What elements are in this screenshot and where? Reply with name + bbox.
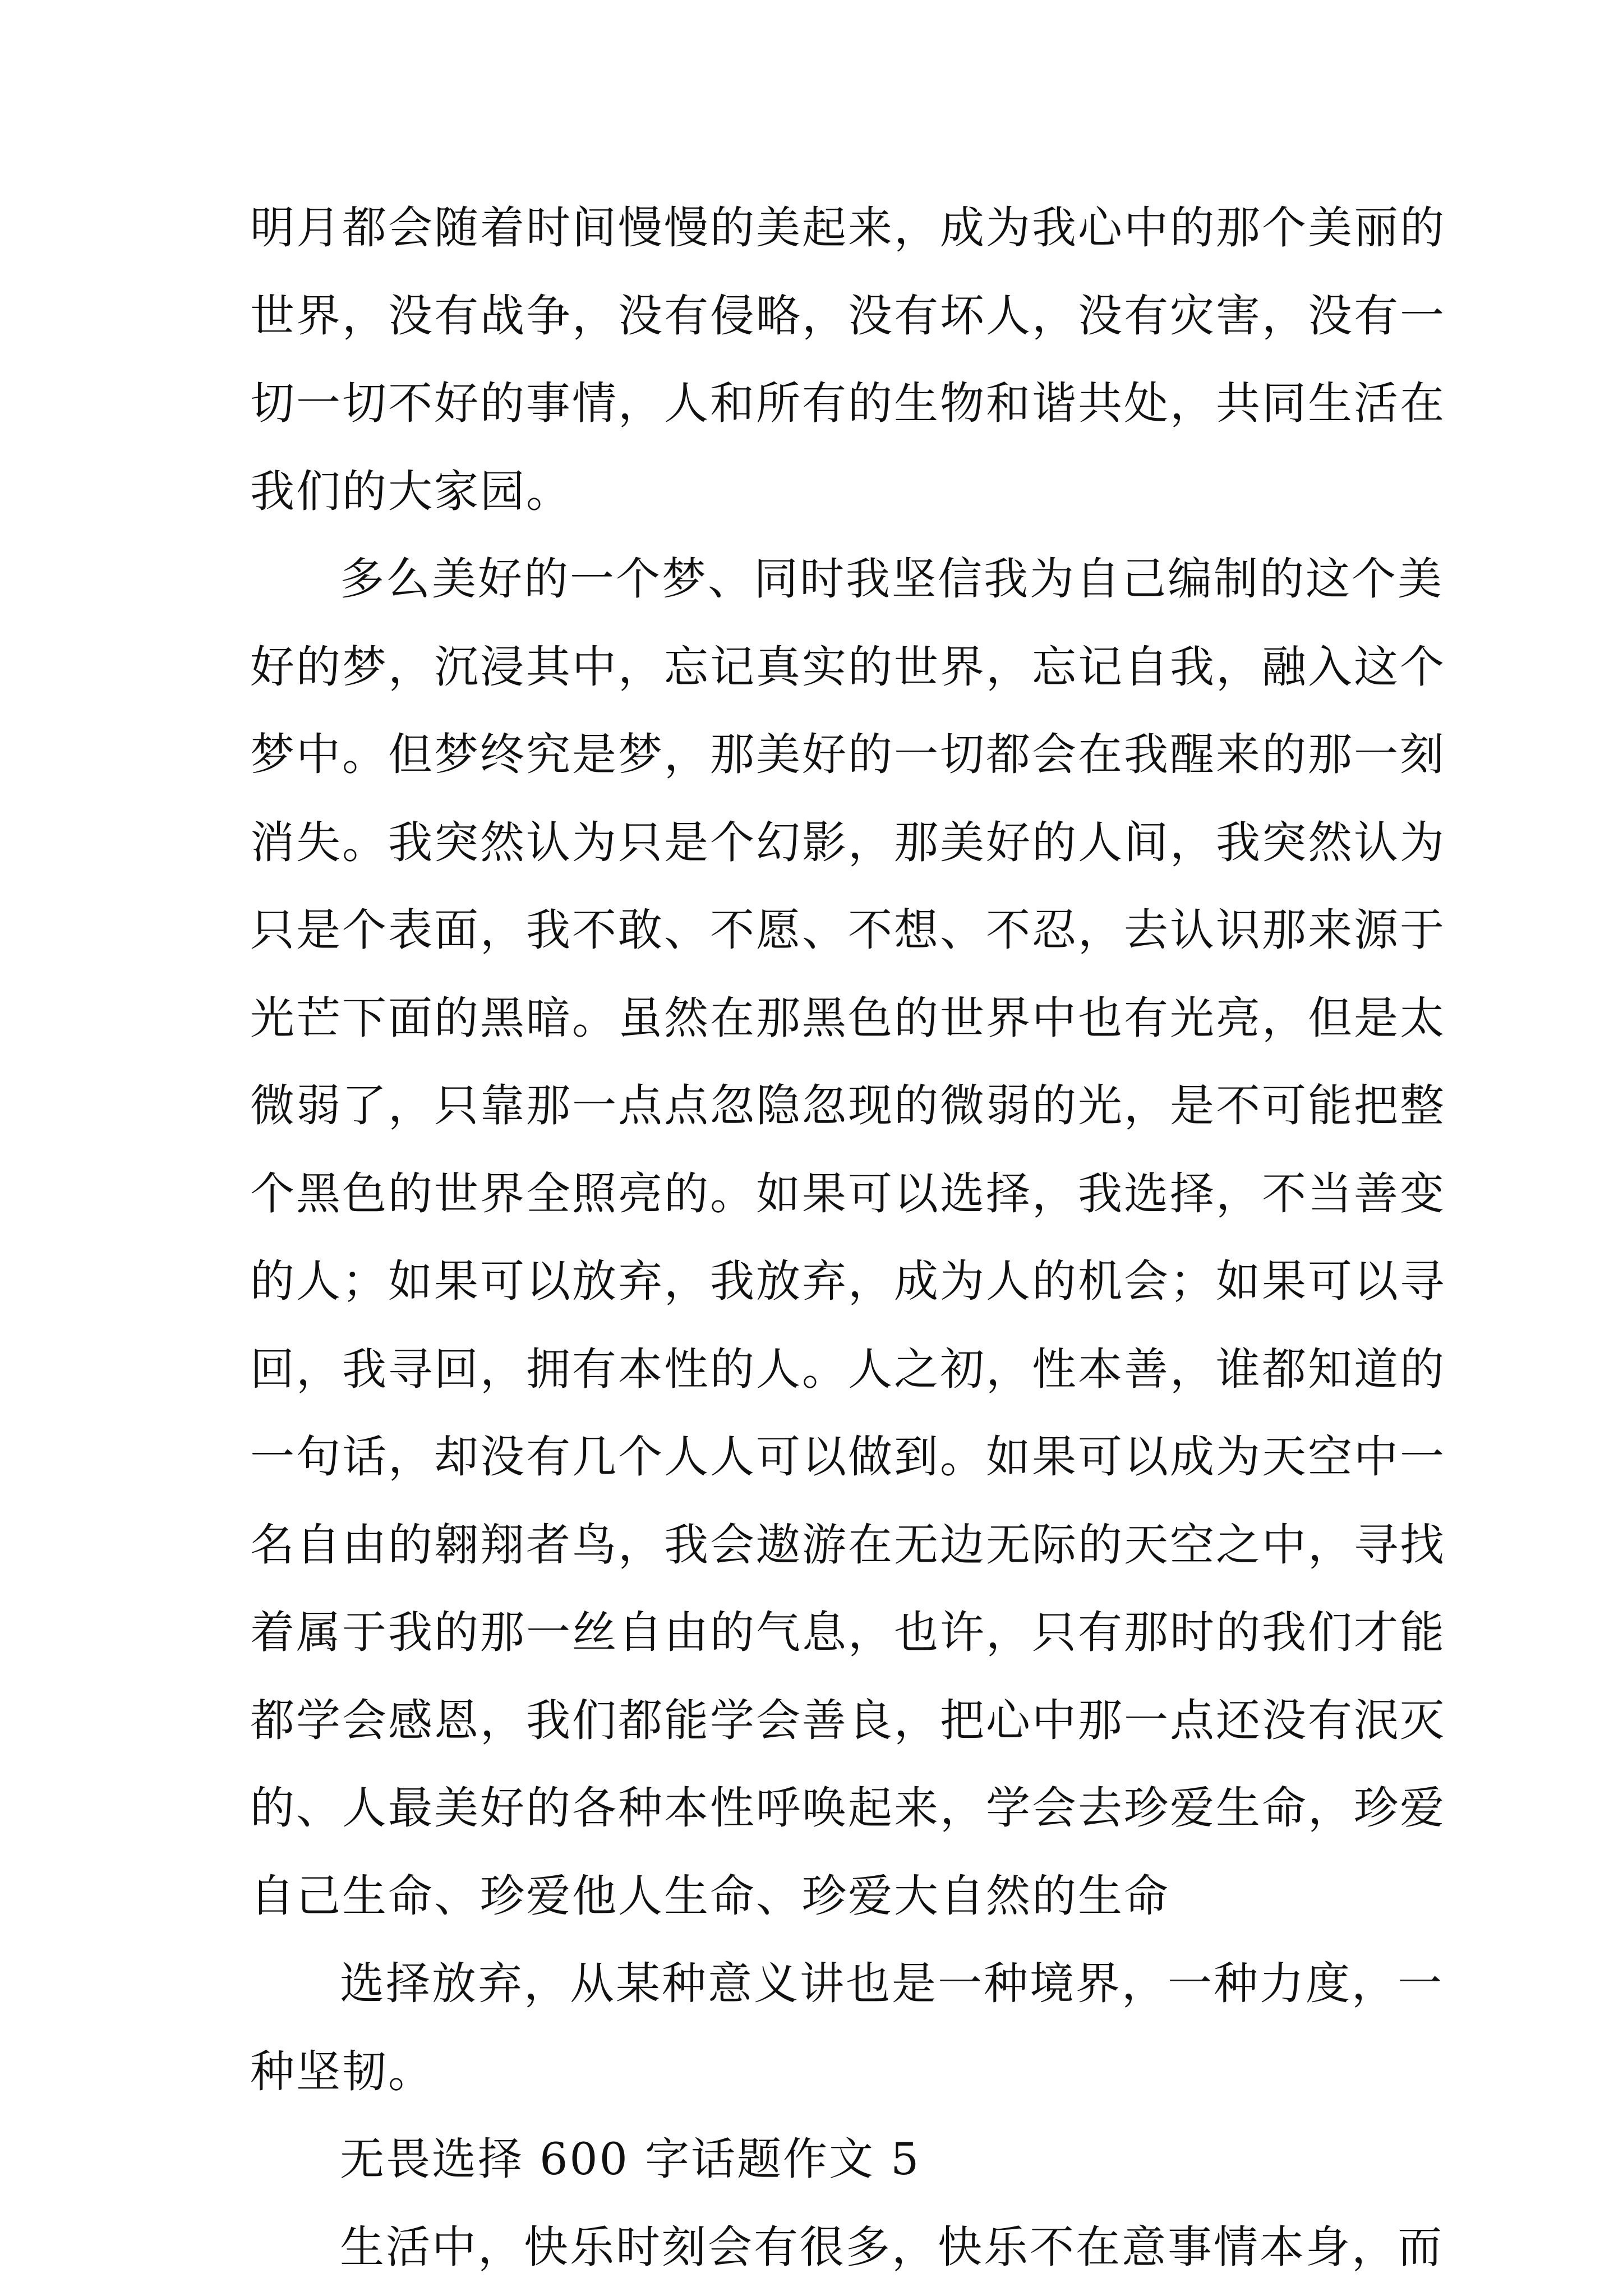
text-line: 个黑色的世界全照亮的。如果可以选择，我选择，不当善变	[250, 1167, 1446, 1220]
text-line: 选择放弃，从某种意义讲也是一种境界，一种力度，一	[340, 1958, 1444, 2009]
text-line: 明月都会随着时间慢慢的美起来，成为我心中的那个美丽的	[250, 202, 1446, 254]
paragraph-2	[250, 535, 1446, 1940]
section-heading	[250, 2115, 1383, 2203]
text-line: 我们的大家园。	[250, 465, 572, 517]
text-line: 都学会感恩，我们都能学会善良，把心中那一点还没有泯灭	[250, 1694, 1446, 1746]
text-line: 自己生命、珍爱他人生命、珍爱大自然的生命	[250, 1870, 1170, 1922]
text-line: 微弱了，只靠那一点点忽隐忽现的微弱的光，是不可能把整	[250, 1080, 1446, 1131]
text-line: 多么美好的一个梦、同时我坚信我为自己编制的这个美	[340, 553, 1444, 605]
text-line: 名自由的翱翔者鸟，我会遨游在无边无际的天空之中，寻找	[250, 1519, 1446, 1571]
text-line: 世界，没有战争，没有侵略，没有坏人，没有灾害，没有一	[250, 289, 1446, 342]
text-line: 种坚韧。	[250, 2045, 434, 2097]
text-line: 光芒下面的黑暗。虽然在那黑色的世界中也有光亮，但是太	[250, 992, 1446, 1044]
text-line: 消失。我突然认为只是个幻影，那美好的人间，我突然认为	[250, 816, 1446, 868]
paragraph-3	[250, 1940, 1444, 2115]
text-line: 一句话，却没有几个人人可以做到。如果可以成为天空中一	[250, 1431, 1446, 1483]
text-line: 只是个表面，我不敢、不愿、不想、不忍，去认识那来源于	[250, 904, 1446, 956]
paragraph-1	[250, 184, 1446, 535]
text-line: 回，我寻回，拥有本性的人。人之初，性本善，谁都知道的	[250, 1343, 1446, 1395]
text-line: 好的梦，沉浸其中，忘记真实的世界，忘记自我，融入这个	[250, 641, 1446, 693]
document-body	[250, 184, 1446, 2291]
text-line: 的、人最美好的各种本性呼唤起来，学会去珍爱生命，珍爱	[250, 1782, 1446, 1834]
text-line: 梦中。但梦终究是梦，那美好的一切都会在我醒来的那一刻	[250, 729, 1446, 780]
heading-line: 无畏选择 600 字话题作文 5	[340, 2133, 921, 2185]
paragraph-4	[250, 2203, 1444, 2292]
text-line: 的人；如果可以放弃，我放弃，成为人的机会；如果可以寻	[250, 1255, 1446, 1307]
text-line: 生活中，快乐时刻会有很多，快乐不在意事情本身，而	[340, 2221, 1444, 2273]
text-line: 切一切不好的事情，人和所有的生物和谐共处，共同生活在	[250, 378, 1446, 429]
text-line: 着属于我的那一丝自由的气息，也许，只有那时的我们才能	[250, 1607, 1446, 1658]
